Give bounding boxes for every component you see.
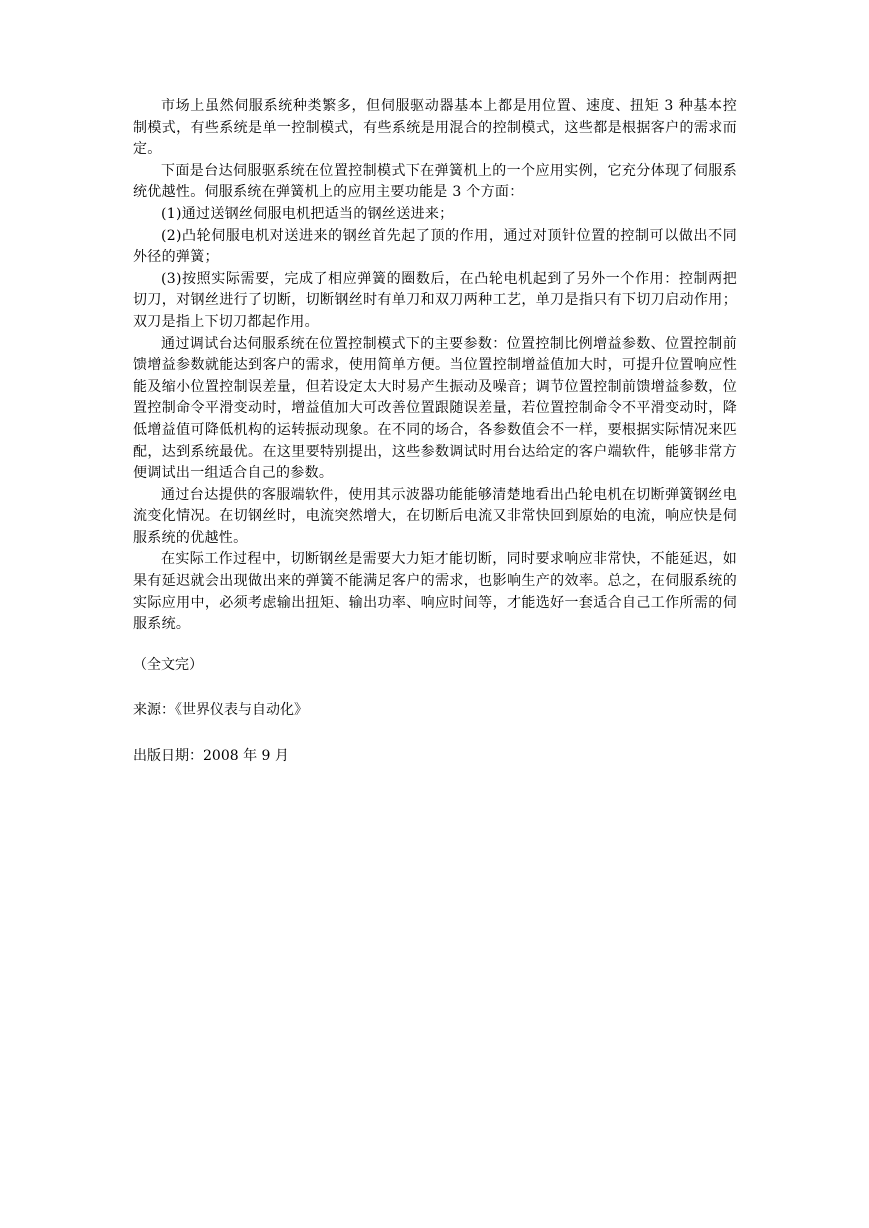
paragraph-application-example: 下面是台达伺服驱系统在位置控制模式下在弹簧机上的一个应用实例，它充分体现了伺服系统优越性。伺服系统在弹簧机上的应用主要功能是 3 个方面： xyxy=(133,162,737,201)
paragraph-parameter-tuning: 通过调试台达伺服系统在位置控制模式下的主要参数：位置控制比例增益参数、位置控制前馈增益参数就能达到客户的需求，使用简单方便。当位置控制增益值加大时，可提升位置响应性能及缩小位置控制误差量，但若设定太大时易产生振动及噪音；调节位置控制前馈增益参数，位置控制命令平滑变动时，增益值加大可改善位置跟随误差量，若位置控制命令不平滑变动时，降低增益值可降低机构的运转振动现象。在不同的场合，各参数值会不一样，要根据实际情况来匹配，达到系统最优。在这里要特别提出，这些参数调试时用台达给定的客户端软件，能够非常方便调试出一组适合自己的参数。 xyxy=(133,335,737,482)
paragraph-conclusion: 在实际工作过程中，切断钢丝是需要大力矩才能切断，同时要求响应非常快，不能延迟，如果有延迟就会出现做出来的弹簧不能满足客户的需求，也影响生产的效率。总之，在伺服系统的实际应用中，必须考虑输出扭矩、输出功率、响应时间等，才能选好一套适合自己工作所需的伺服系统。 xyxy=(133,551,737,633)
publish-date: 出版日期：2008 年 9 月 xyxy=(133,748,289,765)
end-mark: （全文完） xyxy=(133,656,203,673)
paragraph-function-1: (1)通过送钢丝伺服电机把适当的钢丝送进来； xyxy=(161,205,454,222)
paragraph-control-modes: 市场上虽然伺服系统种类繁多，但伺服驱动器基本上都是用位置、速度、扭矩 3 种基本控制模式，有些系统是单一控制模式，有些系统是用混合的控制模式，这些都是根据客户的需求而定。 xyxy=(133,98,737,158)
paragraph-oscilloscope: 通过台达提供的客服端软件，使用其示波器功能能够清楚地看出凸轮电机在切断弹簧钢丝电流变化情况。在切钢丝时，电流突然增大，在切断后电流又非常快回到原始的电流，响应快是伺服系统的优越性。 xyxy=(133,486,737,546)
paragraph-function-2: (2)凸轮伺服电机对送进来的钢丝首先起了顶的作用，通过对顶针位置的控制可以做出不同外径的弹簧； xyxy=(133,227,737,266)
document-page xyxy=(133,96,737,768)
paragraph-function-3: (3)按照实际需要，完成了相应弹簧的圈数后，在凸轮电机起到了另外一个作用：控制两把切刀，对钢丝进行了切断，切断钢丝时有单刀和双刀两种工艺，单刀是指只有下切刀启动作用；双刀是指上下切刀都起作用。 xyxy=(133,270,737,330)
source-line: 来源：《世界仪表与自动化》 xyxy=(133,702,308,719)
